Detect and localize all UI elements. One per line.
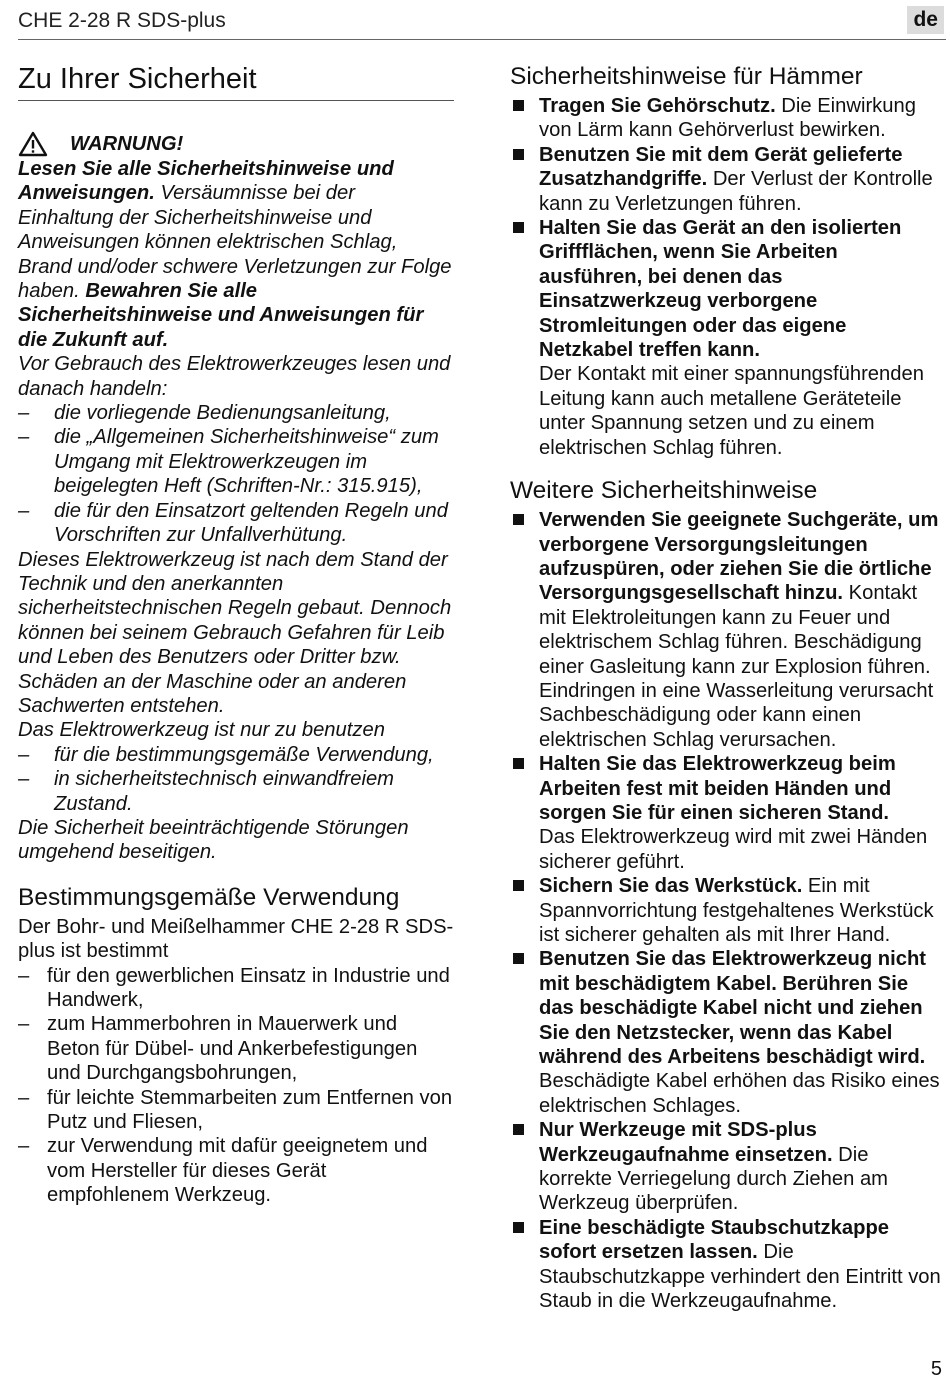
list-item (510, 94, 946, 143)
list-item (510, 216, 946, 460)
before-use-text: Vor Gebrauch des Elektrowerkzeuges lesen und danach handeln: (18, 353, 451, 400)
list-item: – für den gewerblichen Einsatz in Industrie und Handwerk, (18, 964, 454, 1013)
square-bullet-icon (513, 1124, 524, 1135)
list-item: – die für den Einsatzort geltenden Regeln und Vorschriften zur Unfallverhütung. (18, 499, 454, 548)
left-column (18, 62, 454, 1208)
item-bold: Halten Sie das Gerät an den isolierten Griffflächen, wenn Sie Arbeiten ausführen, bei denen das Einsatzwerkzeug verborgene Stromleitungen oder das eigene Netzkabel treffen kann. (539, 217, 902, 362)
page-title: Zu Ihrer Sicherheit (18, 62, 454, 101)
item-text: Die Staubschutzkappe verhindert den Eintritt von Staub in die Werkzeugaufnahme. (539, 1241, 941, 1313)
warning-read-instructions: Lesen Sie alle Sicherheitshinweise und Anweisungen. (18, 158, 394, 205)
further-safety-heading: Weitere Sicherheitshinweise (510, 477, 818, 505)
hammer-safety-list (510, 94, 946, 460)
list-item (510, 752, 946, 874)
page-number: 5 (930, 1358, 942, 1380)
square-bullet-icon (513, 100, 524, 111)
warning-heading (18, 131, 454, 157)
item-bold: Sichern Sie das Werkstück. (539, 875, 803, 898)
item-bold: Eine beschädigte Staubschutzkappe sofort ersetzen lassen. (539, 1216, 889, 1264)
list-item (510, 1216, 946, 1314)
item-bold: Benutzen Sie das Elektrowerkzeug nicht mit beschädigtem Kabel. Berühren Sie das beschädigte Kabel nicht und ziehen Sie den Netzstecker, wenn das Kabel während des Arbeitens beschädigt wird. (539, 948, 927, 1069)
square-bullet-icon (513, 149, 524, 160)
state-of-art-paragraph: Dieses Elektrowerkzeug ist nach dem Stand der Technik und den anerkannten sicherheitstechnischen Regeln gebaut. Dennoch können bei seinem Gebrauch Gefahren für Leib und Leben des Benutzers oder Dritter bzw. Schäden an der Maschine oder an anderen Sachwerten entstehen. (18, 548, 452, 717)
warning-keep-instructions: Bewahren Sie alle Sicherheitshinweise und Anweisungen für die Zukunft auf. (18, 280, 424, 351)
language-badge: de (907, 6, 944, 34)
item-bold: Tragen Sie Gehörschutz. (539, 95, 776, 117)
list-item: – für leichte Stemmarbeiten zum Entfernen von Putz und Fliesen, (18, 1086, 454, 1135)
square-bullet-icon (513, 953, 524, 964)
item-text: Kontakt mit Elektroleitungen kann zu Feuer und elektrischem Schlag führen. Beschädigung einer Gasleitung kann zur Explosion führen. Eindringen in eine Wasserleitung verursacht Sachbeschädigung oder kann einen elektrischen Schlag verursachen. (539, 582, 934, 751)
item-text: Der Verlust der Kontrolle kann zu Verletzungen führen. (539, 168, 933, 215)
square-bullet-icon (513, 514, 524, 525)
warning-consequences: Versäumnisse bei der Einhaltung der Sicherheitshinweise und Anweisungen können elektrischen Schlag, Brand und/oder schwere Verletzungen zur Folge haben. (18, 182, 452, 303)
header-divider (18, 39, 946, 40)
list-item (510, 143, 946, 216)
further-safety-list (510, 508, 946, 1313)
item-bold: Nur Werkzeuge mit SDS-plus Werkzeugaufnahme einsetzen. (539, 1119, 833, 1166)
faults-paragraph: Die Sicherheit beeinträchtigende Störungen umgehend beseitigen. (18, 816, 409, 864)
list-item: – zum Hammerbohren in Mauerwerk und Beton für Dübel- und Ankerbefestigungen und Durchgangsbohrungen, (18, 1012, 454, 1085)
item-bold: Benutzen Sie mit dem Gerät gelieferte Zusatzhandgriffe. (539, 143, 903, 191)
list-item: – die vorliegende Bedienungsanleitung, (18, 401, 454, 425)
list-item: – in sicherheitstechnisch einwandfreiem Zustand. (18, 767, 454, 816)
item-text: Das Elektrowerkzeug wird mit zwei Händen sicherer geführt. (539, 826, 928, 873)
item-text: Ein mit Spannvorrichtung festgehaltenes Werkstück ist sicherer gehalten als mit Ihrer Hand. (539, 875, 934, 946)
before-use-list (18, 401, 454, 547)
intended-use-intro: Der Bohr- und Meißelhammer CHE 2-28 R SDS-plus ist bestimmt (18, 915, 454, 963)
warning-triangle-icon (18, 131, 48, 157)
item-text: Der Kontakt mit einer spannungsführenden Leitung kann auch metallene Geräteteile unter Spannung setzen und zu einem elektrischen Schlag führen. (539, 363, 924, 459)
item-text: Die korrekte Verriegelung durch Ziehen am Werkzeug überprüfen. (539, 1143, 888, 1215)
warning-paragraph (18, 157, 454, 352)
square-bullet-icon (513, 1222, 524, 1233)
item-bold: Verwenden Sie geeignete Suchgeräte, um verborgene Versorgungsleitungen aufzuspüren, oder ziehen Sie die örtliche Versorgungsgesellschaft hinzu. (539, 509, 939, 605)
list-item (510, 1118, 946, 1216)
list-item (510, 508, 946, 752)
square-bullet-icon (513, 222, 524, 233)
right-column (510, 62, 946, 1314)
list-item (510, 947, 946, 1118)
list-item: – für die bestimmungsgemäße Verwendung, (18, 743, 454, 767)
list-item: – zur Verwendung mit dafür geeignetem und vom Hersteller für dieses Gerät empfohlenem Werkzeug. (18, 1134, 454, 1207)
item-text: Die Einwirkung von Lärm kann Gehörverlust bewirken. (539, 95, 916, 142)
only-use-list (18, 743, 454, 816)
square-bullet-icon (513, 758, 524, 769)
list-item: – die „Allgemeinen Sicherheitshinweise“ zum Umgang mit Elektrowerkzeugen im beigelegten Heft (Schriften-Nr.: 315.915), (18, 425, 454, 498)
warning-label: WARNUNG! (70, 132, 184, 155)
document-header-title: CHE 2-28 R SDS-plus (18, 9, 226, 32)
only-use-text: Das Elektrowerkzeug ist nur zu benutzen (18, 719, 385, 742)
intended-use-list (18, 964, 454, 1208)
item-bold: Halten Sie das Elektrowerkzeug beim Arbeiten fest mit beiden Händen und sorgen Sie für einen sicheren Stand. (539, 753, 896, 824)
intended-use-heading: Bestimmungsgemäße Verwendung (18, 883, 400, 911)
item-text: Beschädigte Kabel erhöhen das Risiko eines elektrischen Schlages. (539, 1070, 940, 1117)
square-bullet-icon (513, 880, 524, 891)
hammer-safety-heading: Sicherheitshinweise für Hämmer (510, 63, 863, 90)
list-item (510, 874, 946, 947)
